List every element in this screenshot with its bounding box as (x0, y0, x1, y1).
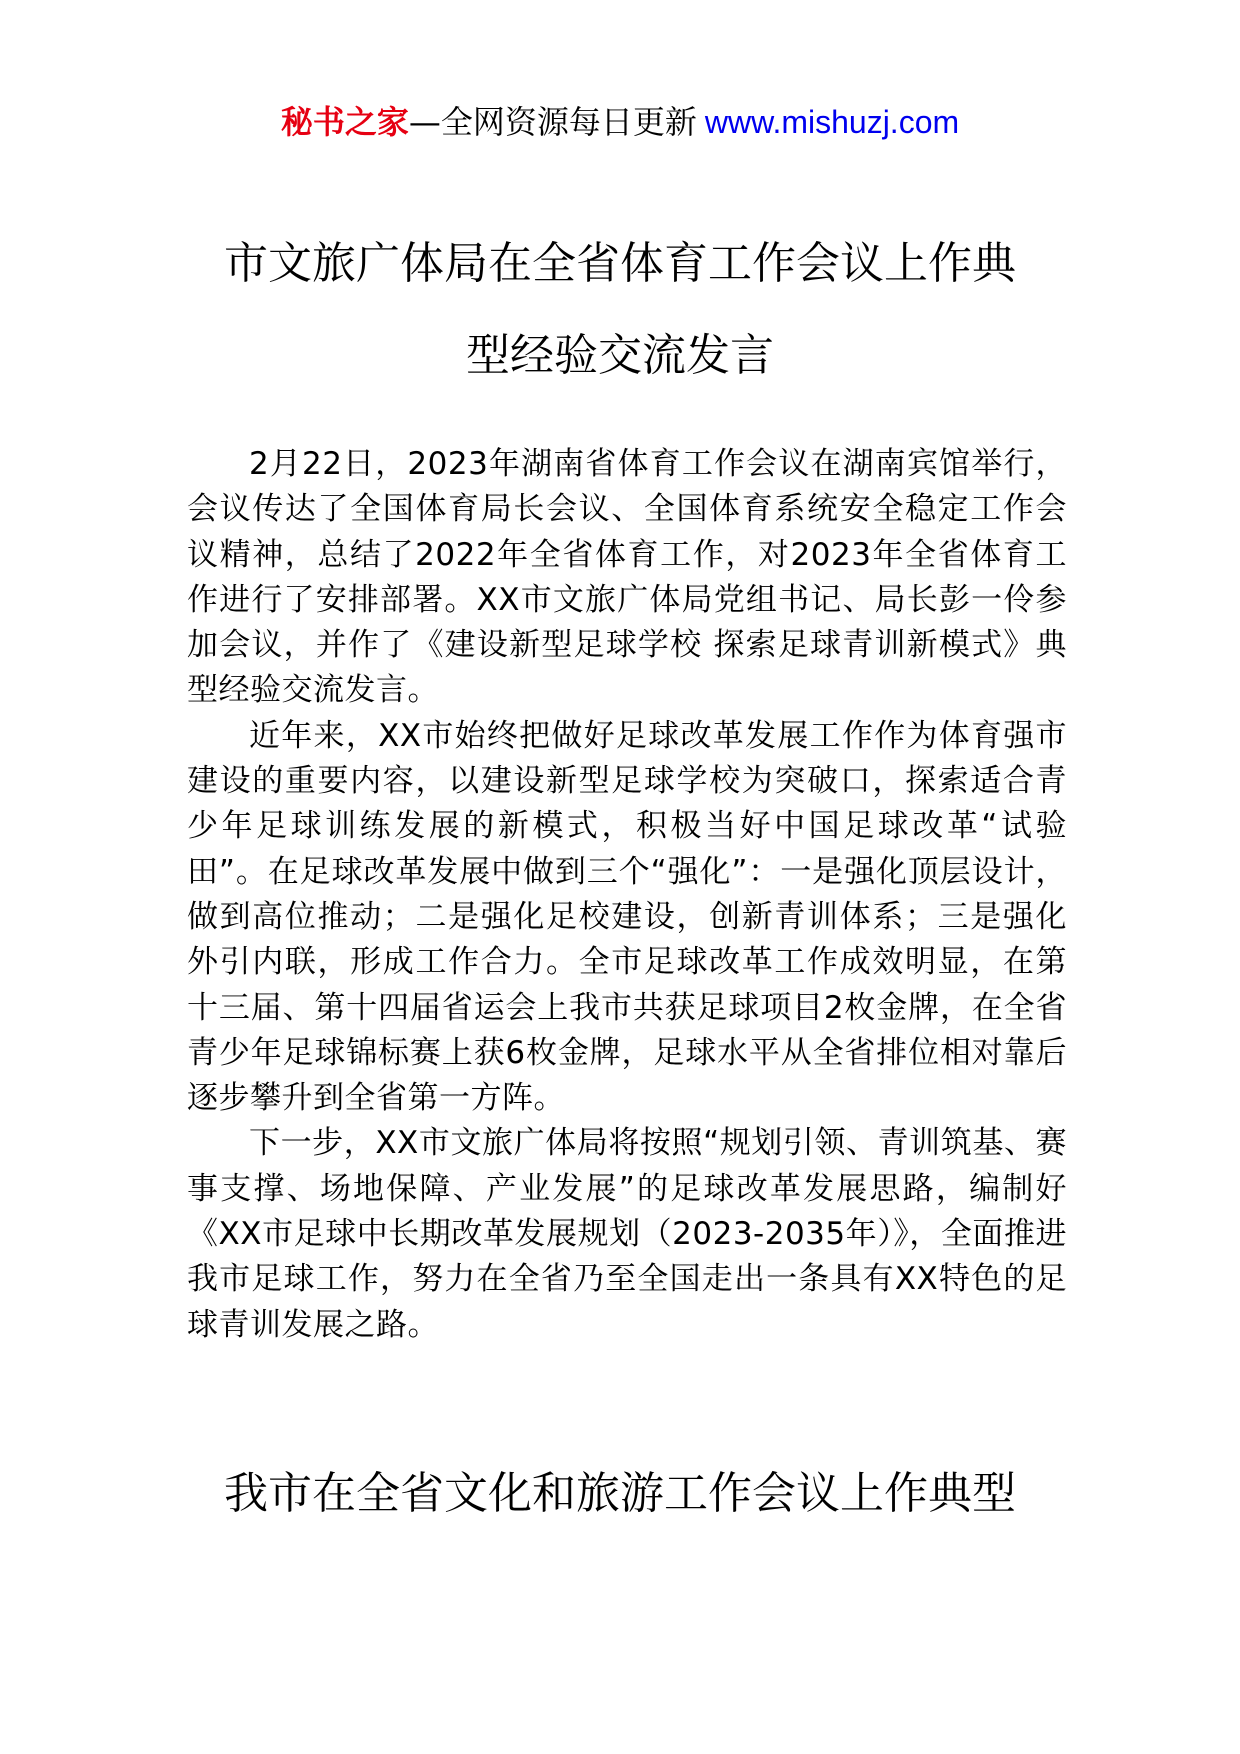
article-body (187, 442, 1067, 1348)
header-tagline: —全网资源每日更新 (408, 103, 697, 141)
article-title-line-1: 市文旅广体局在全省体育工作会议上作典 (224, 238, 1016, 289)
next-article-title: 我市在全省文化和旅游工作会议上作典型 (224, 1468, 1016, 1519)
body-paragraph-1: 2月22日，2023年湖南省体育工作会议在湖南宾馆举行，会议传达了全国体育局长会议、全国体育系统安全稳定工作会议精神，总结了2022年全省体育工作，对2023年全省体育工作进行了安排部署。XX市文旅广体局党组书记、局长彭一伶参加会议，并作了《建设新型足球学校 探索足球青训新模式》典型经验交流发言。 (187, 446, 1067, 709)
body-paragraph-3: 下一步，XX市文旅广体局将按照“规划引领、青训筑基、赛事支撑、场地保障、产业发展”的足球改革发展思路，编制好《XX市足球中长期改革发展规划（2023-2035年）》，全面推进我市足球工作，努力在全省乃至全国走出一条具有XX特色的足球青训发展之路。 (187, 1125, 1067, 1343)
body-paragraph-2: 近年来，XX市始终把做好足球改革发展工作作为体育强市建设的重要内容，以建设新型足球学校为突破口，探索适合青少年足球训练发展的新模式，积极当好中国足球改革“试验田”。在足球改革发展中做到三个“强化”：一是强化顶层设计，做到高位推动；二是强化足校建设，创新青训体系；三是强化外引内联，形成工作合力。全市足球改革工作成效明显，在第十三届、第十四届省运会上我市共获足球项目2枚金牌，在全省青少年足球锦标赛上获6枚金牌，足球水平从全省排位相对靠后逐步攀升到全省第一方阵。 (187, 717, 1067, 1117)
site-url-link[interactable]: www.mishuzj.com (704, 104, 960, 140)
site-header (0, 100, 1240, 144)
article-title-line-2: 型经验交流发言 (466, 330, 774, 381)
brand-name: 秘书之家 (280, 103, 409, 141)
